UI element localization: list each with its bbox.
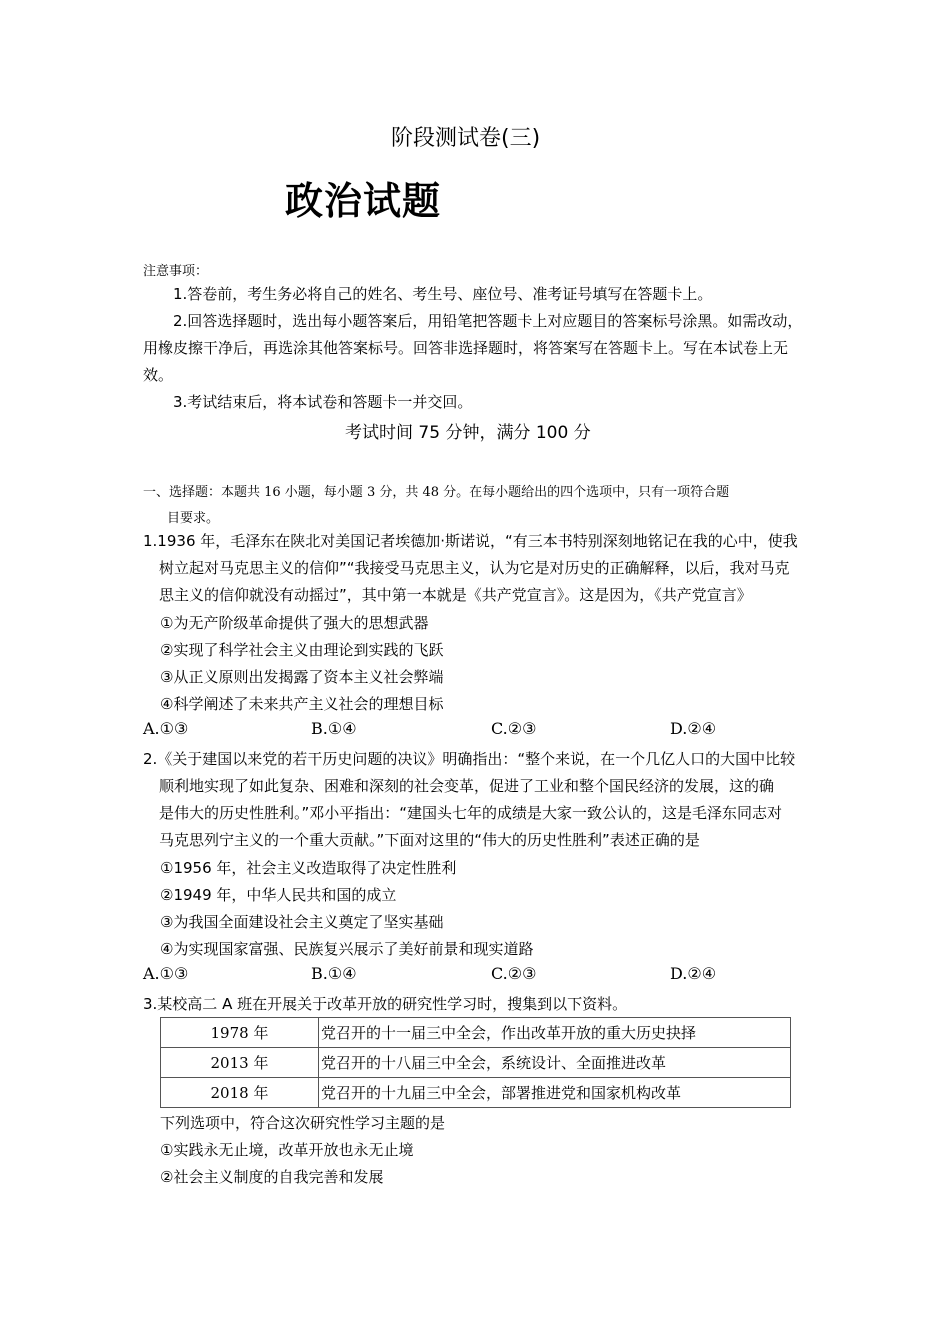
question-2-choice-d[interactable]: D.②④: [670, 964, 717, 983]
question-2-item-3: ③为我国全面建设社会主义奠定了坚实基础: [160, 913, 444, 931]
question-1-choice-a[interactable]: A.①③: [143, 719, 189, 738]
question-2-line-3: 是伟大的历史性胜利。”邓小平指出：“建国头七年的成绩是大家一致公认的，这是毛泽东同志对: [159, 804, 783, 822]
note-item-2: 2.回答选择题时，选出每小题答案后，用铅笔把答题卡上对应题目的答案标号涂黑。如需改动，用橡皮擦干净后，再选涂其他答案标号。回答非选择题时，将答案写在答题卡上。写在本试卷上无效。: [143, 312, 803, 384]
table-cell-year: 1978 年: [161, 1018, 319, 1048]
note-item-3: 3.考试结束后，将本试卷和答题卡一并交回。: [173, 393, 473, 411]
section-heading: [143, 480, 811, 532]
question-2-choice-c[interactable]: C.②③: [491, 964, 537, 983]
question-2-line-2: 顺利地实现了如此复杂、困难和深刻的社会变革，促进了工业和整个国民经济的发展，这的确: [159, 777, 775, 795]
table-row: [161, 1078, 791, 1108]
question-3-line-1: 3.某校高二 A 班在开展关于改革开放的研究性学习时，搜集到以下资料。: [143, 995, 628, 1013]
question-2-choice-a[interactable]: A.①③: [143, 964, 189, 983]
table-cell-year: 2013 年: [161, 1048, 319, 1078]
question-1-line-1: 1.1936 年，毛泽东在陕北对美国记者埃德加·斯诺说，“有三本书特别深刻地铭记在我的心中，使我: [143, 532, 798, 550]
table-cell-year: 2018 年: [161, 1078, 319, 1108]
question-1-choice-d[interactable]: D.②④: [670, 719, 717, 738]
question-3-stem: [143, 991, 811, 1018]
exam-subtitle: 阶段测试卷(三): [391, 126, 541, 151]
question-2-item-2: ②1949 年，中华人民共和国的成立: [160, 886, 397, 904]
question-2-stem: [143, 746, 811, 854]
notes-heading: 注意事项：: [143, 264, 209, 279]
question-2-line-4: 马克思列宁主义的一个重大贡献。”下面对这里的“伟大的历史性胜利”表述正确的是: [159, 831, 700, 849]
question-3-item-1: ①实践永无止境，改革开放也永无止境: [160, 1141, 414, 1159]
note-item-1: 1.答卷前，考生务必将自己的姓名、考生号、座位号、准考证号填写在答题卡上。: [173, 285, 713, 303]
question-1-stem: [143, 528, 811, 609]
question-1-line-2: 树立起对马克思主义的信仰”“我接受马克思主义，认为它是对历史的正确解释，以后，我对马克: [159, 559, 790, 577]
table-row: [161, 1018, 791, 1048]
question-1-item-1: ①为无产阶级革命提供了强大的思想武器: [160, 614, 429, 632]
table-cell-event: 党召开的十一届三中全会，作出改革开放的重大历史抉择: [319, 1018, 791, 1048]
section-heading-line-2: 目要求。: [167, 511, 220, 526]
question-2-item-1: ①1956 年，社会主义改造取得了决定性胜利: [160, 859, 457, 877]
question-1-line-3: 思主义的信仰就没有动摇过”，其中第一本就是《共产党宣言》。这是因为，《共产党宣言》: [159, 586, 752, 604]
question-3-prompt: 下列选项中，符合这次研究性学习主题的是: [160, 1114, 446, 1132]
question-2-choice-b[interactable]: B.①④: [311, 964, 357, 983]
question-1-item-2: ②实现了科学社会主义由理论到实践的飞跃: [160, 641, 444, 659]
exam-title: 政治试题: [285, 179, 442, 223]
question-2-line-1: 2.《关于建国以来党的若干历史问题的决议》明确指出：“整个来说，在一个几亿人口的大国中比较: [143, 750, 796, 768]
question-1-choice-c[interactable]: C.②③: [491, 719, 537, 738]
exam-time: 考试时间 75 分钟，满分 100 分: [345, 423, 591, 443]
question-2-item-4: ④为实现国家富强、民族复兴展示了美好前景和现实道路: [160, 940, 534, 958]
table-cell-event: 党召开的十八届三中全会，系统设计、全面推进改革: [319, 1048, 791, 1078]
section-heading-line-1: 一、选择题：本题共 16 小题，每小题 3 分，共 48 分。在每小题给出的四个选项中，只有一项符合题: [143, 485, 730, 500]
question-3-item-2: ②社会主义制度的自我完善和发展: [160, 1168, 384, 1186]
question-1-item-3: ③从正义原则出发揭露了资本主义社会弊端: [160, 668, 444, 686]
question-1-item-4: ④科学阐述了未来共产主义社会的理想目标: [160, 695, 444, 713]
table-row: [161, 1048, 791, 1078]
table-cell-event: 党召开的十九届三中全会，部署推进党和国家机构改革: [319, 1078, 791, 1108]
material-table: [160, 1017, 791, 1108]
question-1-choice-b[interactable]: B.①④: [311, 719, 357, 738]
